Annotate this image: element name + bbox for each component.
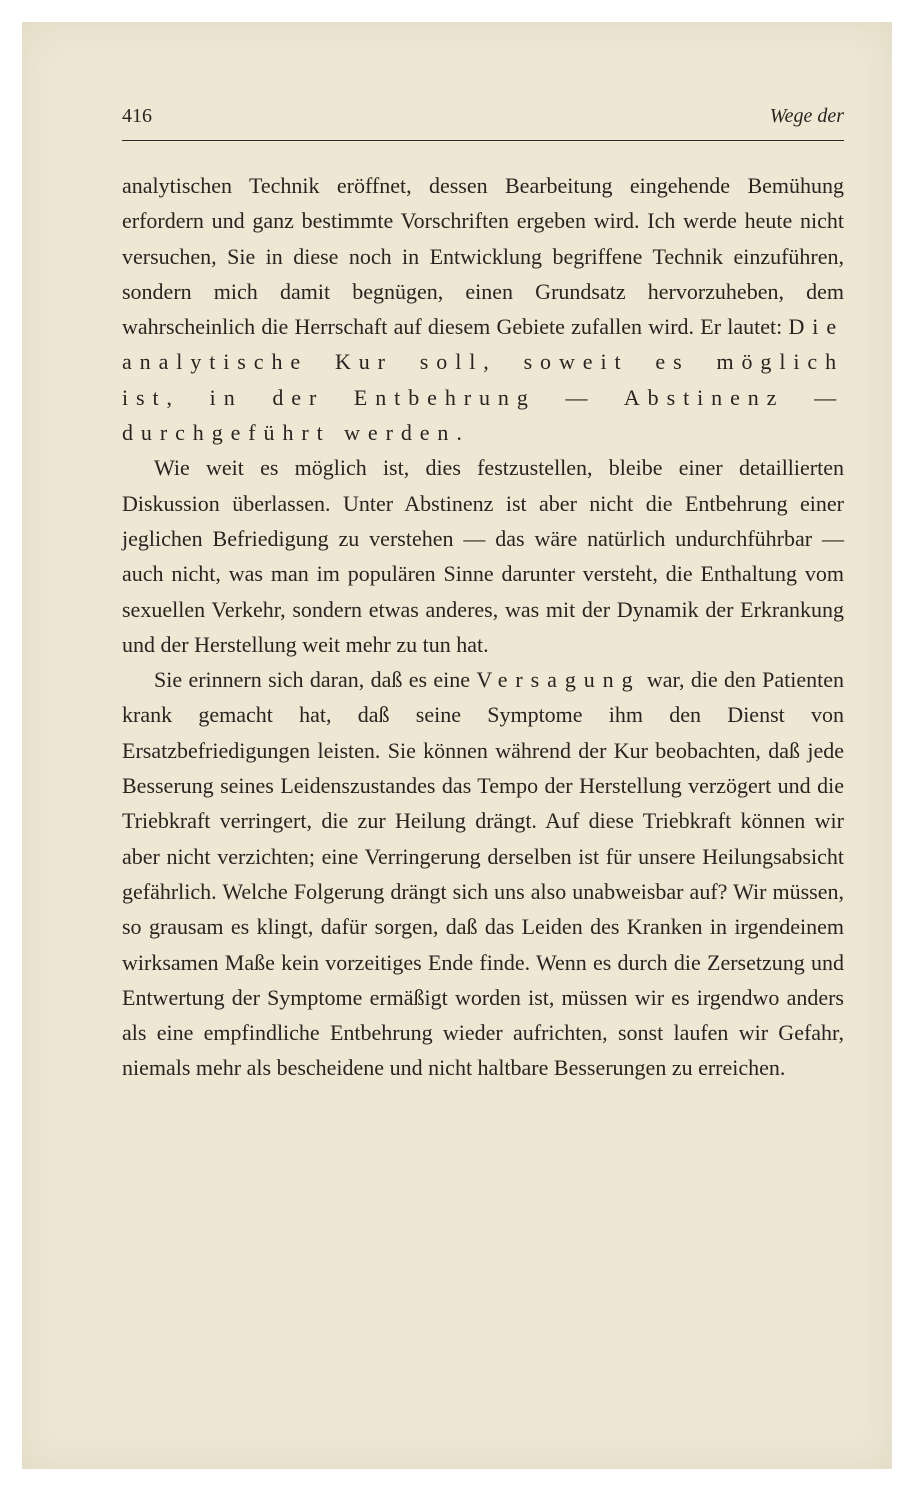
chapter-title: Wege der [769,105,844,127]
body-text [122,168,844,1086]
running-head [122,105,844,135]
paragraph-3-rest: war, die den Patienten krank gemacht hat, daß seine Symptome ihm den Dienst von Ersatzbefriedigungen leisten. Sie können während der Kur beobachten, daß jede Besserung seines Leidenszustandes das Tempo der Herstellung verzögert und die Triebkraft verringert, die zur Heilung drängt. Auf diese Triebkraft können wir aber nicht verzichten; eine Verringerung derselben ist für unsere Heilungsabsicht gefährlich. Welche Folgerung drängt sich uns also unabweisbar auf? Wir müssen, so grausam es klingt, dafür sorgen, daß das Leiden des Kranken in irgendeinem wirksamen Maße kein vorzeitiges Ende finde. Wenn es durch die Zersetzung und Entwertung der Symptome ermäßigt worden ist, müssen wir es irgendwo anders als eine empfindliche Entbehrung wieder aufrichten, sonst laufen wir Gefahr, niemals mehr als bescheidene und nicht haltbare Besserungen zu erreichen. [122,667,845,1081]
paragraph-1-intro: analytischen Technik eröffnet, dessen Bearbeitung eingehende Bemühung erfordern und ganz bestimmte Vorschriften ergeben wird. Ich werde heute nicht versuchen, Sie in diese noch in Entwicklung begriffene Technik einzuführen, sondern mich damit begnügen, einen Grundsatz hervorzuheben, dem wahrscheinlich die Herrschaft auf diesem Gebiete zufallen wird. Er lautet: [122,173,844,340]
paragraph-3 [122,662,844,1086]
paragraph-3-start: Sie erinnern sich daran, daß es eine [154,667,471,693]
paragraph-2: Wie weit es möglich ist, dies festzustellen, bleibe einer detaillierten Diskussion überlassen. Unter Abstinenz ist aber nicht die Entbehrung einer jeglichen Befriedigung zu verstehen — das wäre natürlich undurchführbar — auch nicht, was man im populären Sinne darunter versteht, die Enthaltung vom sexuellen Verkehr, sondern etwas anderes, was mit der Dynamik der Erkrankung und der Herstellung weit mehr zu tun hat. [122,455,844,657]
emphasized-word: Versagung [476,667,641,693]
paragraph-1 [122,168,844,450]
header-rule [122,140,844,141]
page-number: 416 [122,105,152,127]
emphasized-principle: Die analytische Kur soll, soweit es möglich ist, in der Entbehrung — Abstinenz — durchgeführt werden. [122,314,845,446]
